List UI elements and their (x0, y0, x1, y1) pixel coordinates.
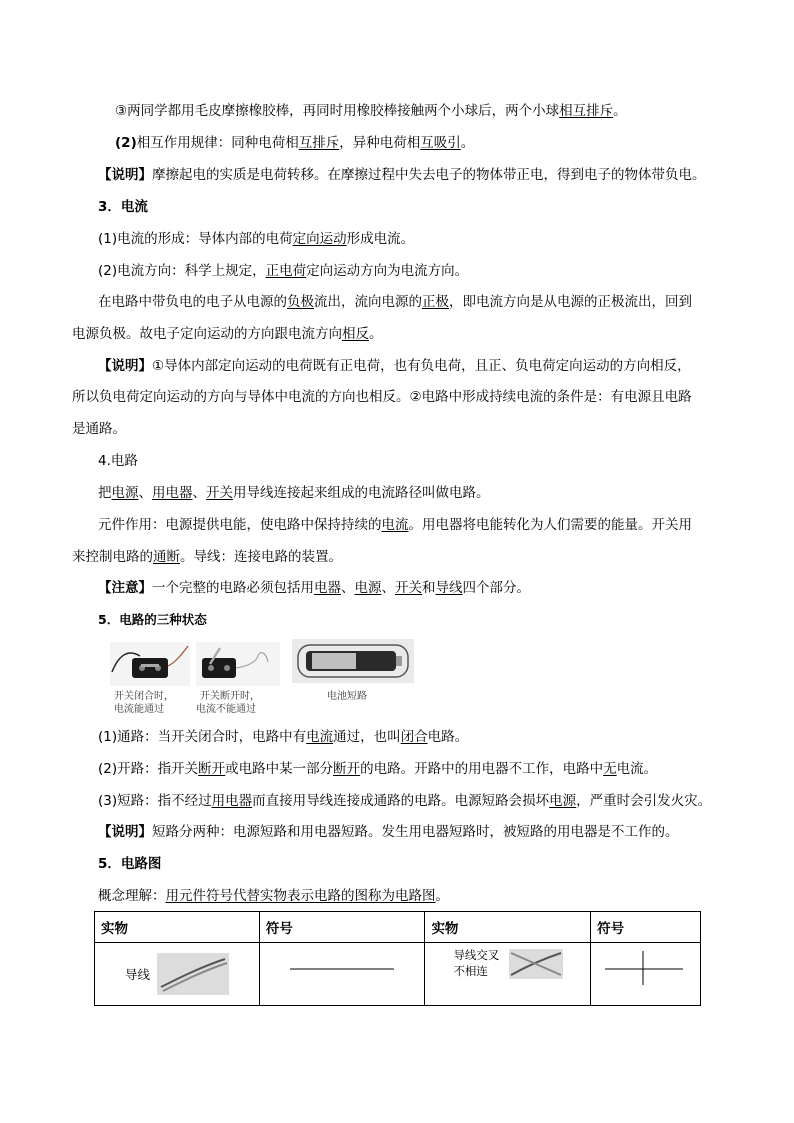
text: 相互作用规律：同种电荷相 (136, 135, 299, 151)
text: 用导线连接起来组成的电流路径叫做电路。 (233, 485, 490, 501)
text: (2)电流方向：科学上规定， (98, 263, 266, 279)
underlined-answer: 正极 (422, 294, 449, 310)
text: 把 (98, 485, 112, 501)
text-line (98, 759, 657, 779)
text: ，异种电荷相 (339, 135, 421, 151)
table-header-row (95, 912, 701, 943)
text: 或电路中某一部分 (225, 761, 334, 777)
text: (1)电流的形成：导体内部的电荷 (98, 231, 293, 247)
text: 定向运动方向为电流方向。 (306, 263, 469, 279)
caption-switch-open-1: 开关断开时， (200, 691, 260, 702)
circuit-symbol-table (94, 911, 701, 1006)
text: ，即电流方向是从电源的正极流出，回到 (449, 294, 692, 310)
underlined-answer: 定向运动 (292, 231, 347, 247)
text-line (98, 727, 468, 747)
text-line: 所以负电荷定向运动的方向与导体中电流的方向也相反。②电路中形成持续电流的条件是：有电源且电路 (72, 389, 692, 405)
text-line (98, 229, 414, 249)
text-line (115, 133, 474, 153)
battery-short-photo (292, 639, 414, 683)
text: 。 (613, 103, 627, 119)
crossed-wire-symbol-cell (591, 943, 701, 1006)
caption-battery-short: 电池短路 (327, 691, 367, 702)
text: 四个部分。 (462, 580, 530, 596)
section-heading: 4.电路 (98, 453, 138, 469)
underlined-answer: 互吸引 (420, 135, 461, 151)
text-line (98, 822, 679, 842)
underlined-answer: 电源 (111, 485, 139, 501)
underlined-answer: 正电荷 (265, 263, 307, 279)
switch-closed-photo (110, 642, 190, 686)
note-label: 【说明】 (98, 167, 152, 183)
text: 形成电流。 (346, 231, 415, 247)
section-heading: 3．电流 (98, 199, 148, 215)
underlined-answer: 相互排斥 (559, 103, 614, 119)
underlined-answer: 负极 (287, 294, 314, 310)
text: 元件作用：电源提供电能，使电路中保持持续的 (98, 517, 382, 533)
text-line: 是通路。 (72, 421, 126, 437)
underlined-answer: 用电器 (152, 485, 193, 501)
underlined-answer: 用电器 (211, 793, 253, 809)
underlined-answer: 断开 (198, 761, 226, 777)
text-line (98, 515, 692, 535)
header-object: 实物 (425, 912, 591, 943)
text-line (98, 791, 711, 811)
section-heading: 5．电路的三种状态 (98, 612, 207, 627)
text-line (72, 547, 342, 567)
text: ，严重时会引发火灾。 (576, 793, 712, 809)
underlined-answer: 电源 (549, 793, 577, 809)
text: 、 (138, 485, 152, 501)
text: 电流。 (616, 761, 658, 777)
text: 一个完整的电路必须包括用 (152, 580, 314, 596)
text: 电源负极。故电子定向运动的方向跟电流方向 (72, 326, 342, 342)
underlined-answer: 导线 (435, 580, 463, 596)
underlined-answer: 无 (603, 761, 617, 777)
text: 。 (460, 135, 475, 151)
text: 。 (369, 326, 383, 342)
text: (1)通路：当开关闭合时，电路中有 (98, 729, 307, 745)
text: 。 (435, 888, 449, 904)
text: 、 (381, 580, 395, 596)
text-line (98, 483, 490, 503)
caption-switch-closed-2: 电流能通过 (114, 704, 164, 715)
wire-label: 导线 (125, 967, 151, 982)
note-label: 【说明】 (98, 358, 152, 374)
text: 的电路。开路中的用电器不工作，电路中 (360, 761, 604, 777)
text: 通过，也叫 (333, 729, 401, 745)
underlined-answer: 互排斥 (298, 135, 340, 151)
crossed-wire-photo (509, 949, 563, 979)
text: 而直接用导线连接成通路的电路。电源短路会损坏 (252, 793, 550, 809)
text: 。导线：连接电路的装置。 (180, 549, 342, 565)
underlined-answer: 电流 (306, 729, 334, 745)
underlined-answer: 相反 (342, 326, 369, 342)
underlined-answer: 通断 (153, 549, 180, 565)
note-label: 【注意】 (98, 580, 152, 596)
wire-symbol-cell (259, 943, 425, 1006)
table-row (95, 943, 701, 1006)
text-line (98, 165, 706, 185)
text-line (98, 356, 691, 376)
caption-switch-open-2: 电流不能通过 (196, 704, 256, 715)
text: 电路。 (427, 729, 469, 745)
text: 。用电器将电能转化为人们需要的能量。开关用 (408, 517, 692, 533)
crossed-wire-label-1: 导线交叉 (453, 948, 500, 962)
header-symbol: 符号 (591, 912, 701, 943)
text: ③两同学都用毛皮摩擦橡胶棒，再同时用橡胶棒接触两个小球后，两个小球 (115, 103, 560, 119)
text: 短路分两种：电源短路和用电器短路。发生用电器短路时，被短路的用电器是不工作的。 (152, 824, 679, 840)
header-object: 实物 (95, 912, 260, 943)
text: 和 (422, 580, 436, 596)
underlined-answer: 电流 (381, 517, 409, 533)
crossed-wire-label-2: 不相连 (453, 964, 488, 978)
text: 、 (192, 485, 206, 501)
text-line (72, 324, 383, 344)
text: (3)短路：指不经过 (98, 793, 212, 809)
underlined-answer: 电源 (354, 580, 382, 596)
text-line (98, 261, 468, 281)
note-label: 【说明】 (98, 824, 152, 840)
text: 摩擦起电的实质是电荷转移。在摩擦过程中失去电子的物体带正电，得到电子的物体带负电。 (152, 167, 706, 183)
section-heading: 5．电路图 (98, 856, 162, 872)
text: 来控制电路的 (72, 549, 153, 565)
switch-open-photo (196, 642, 280, 686)
text: 在电路中带负电的电子从电源的 (98, 294, 287, 310)
underlined-answer: 闭合 (400, 729, 428, 745)
text-line (98, 292, 692, 312)
underlined-answer: 断开 (333, 761, 361, 777)
underlined-answer: 开关 (395, 580, 422, 596)
item-number: (2) (115, 135, 137, 151)
text: ①导体内部定向运动的电荷既有正电荷，也有负电荷，且正、负电荷定向运动的方向相反， (152, 358, 691, 374)
underlined-answer: 用元件符号代替实物表示电路的图称为电路图 (165, 888, 436, 904)
text-line (115, 101, 627, 121)
text: 流出，流向电源的 (314, 294, 422, 310)
caption-switch-closed-1: 开关闭合时， (114, 691, 174, 702)
wire-symbol (290, 967, 394, 971)
crossed-wire-symbol (605, 951, 683, 985)
crossed-wire-object-cell (425, 943, 591, 1006)
underlined-answer: 电器 (314, 580, 341, 596)
underlined-answer: 开关 (206, 485, 233, 501)
text: (2)开路：指开关 (98, 761, 199, 777)
wire-object-cell (95, 943, 260, 1006)
text: 概念理解： (98, 888, 166, 904)
header-symbol: 符号 (259, 912, 425, 943)
text-line (98, 886, 449, 906)
text-line (98, 578, 530, 598)
text: 、 (341, 580, 355, 596)
wire-photo (157, 953, 229, 995)
